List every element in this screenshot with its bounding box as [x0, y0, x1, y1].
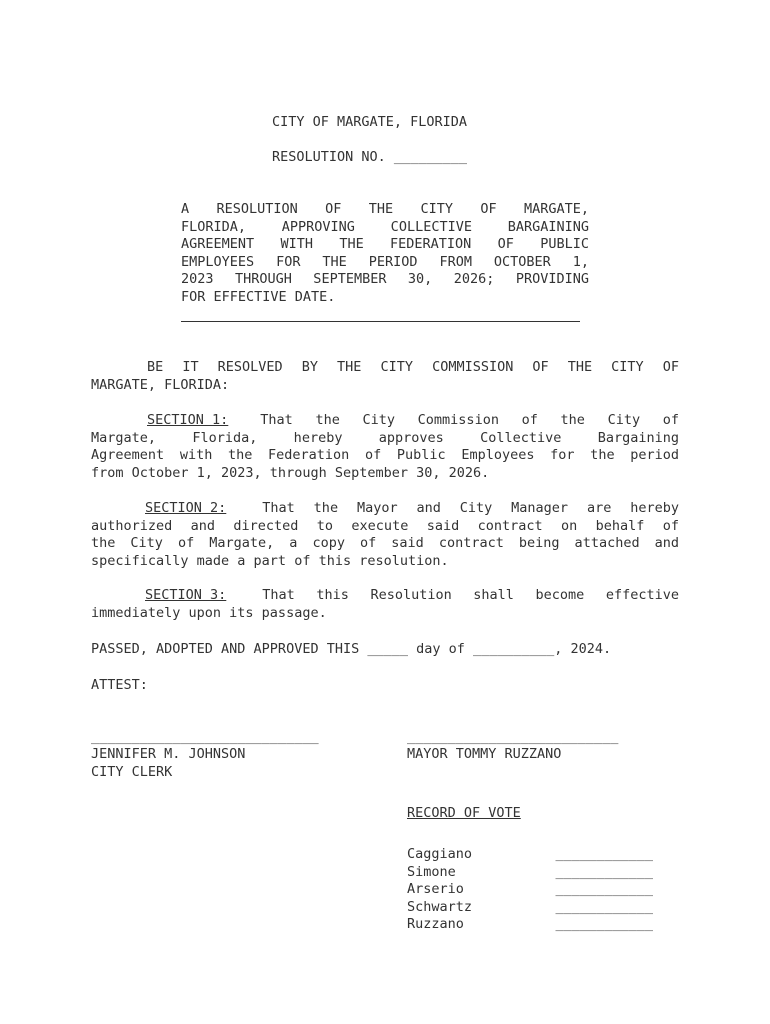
attest-label: ATTEST:: [91, 677, 148, 693]
section-3-text: immediately upon its passage.: [91, 604, 327, 621]
section-1-text: Margate, Florida, hereby approves Collective Bargaining: [91, 429, 679, 446]
vote-row: [407, 899, 653, 917]
resolution-number: RESOLUTION NO. _________: [272, 149, 468, 165]
preamble: [147, 359, 679, 377]
mayor-name: MAYOR TOMMY RUZZANO: [407, 746, 562, 762]
clerk-name: JENNIFER M. JOHNSON: [91, 746, 246, 762]
mayor-signature-line: __________________________: [407, 729, 619, 745]
vote-blank: ____________: [555, 916, 653, 932]
passed-statement: PASSED, ADOPTED AND APPROVED THIS _____ day of __________, 2024.: [91, 641, 612, 657]
section-2: [91, 500, 679, 570]
section-1-text: from October 1, 2023, through September 30, 2026.: [91, 464, 490, 481]
section-3-text: That this Resolution shall become effective: [262, 587, 679, 603]
member-name: Arserio: [407, 881, 464, 897]
clerk-signature-line: ____________________________: [91, 729, 319, 745]
section-2-text: the City of Margate, a copy of said contract being attached and: [91, 535, 679, 551]
city-heading: CITY OF MARGATE, FLORIDA: [272, 114, 468, 130]
member-name: Caggiano: [407, 846, 473, 862]
section-2-text: specifically made a part of this resolution.: [91, 552, 449, 569]
vote-blank: ____________: [555, 863, 653, 880]
section-3-label: SECTION 3:: [145, 587, 227, 603]
section-1: [91, 412, 679, 482]
vote-blank: ____________: [555, 846, 653, 862]
vote-blank: ____________: [555, 898, 653, 915]
section-1-text: Agreement with the Federation of Public Employees for the period: [91, 447, 679, 463]
title-line: EMPLOYEES FOR THE PERIOD FROM OCTOBER 1,: [181, 253, 589, 270]
vote-row: [407, 916, 653, 934]
clerk-title: CITY CLERK: [91, 764, 173, 780]
title-line: 2023 THROUGH SEPTEMBER 30, 2026; PROVIDING: [181, 271, 589, 287]
title-line: A RESOLUTION OF THE CITY OF MARGATE,: [181, 201, 589, 217]
member-name: Ruzzano: [407, 916, 464, 932]
title-line: FLORIDA, APPROVING COLLECTIVE BARGAINING: [181, 218, 589, 235]
title-line: AGREEMENT WITH THE FEDERATION OF PUBLIC: [181, 236, 589, 252]
title-line: FOR EFFECTIVE DATE.: [181, 288, 336, 305]
member-name: Schwartz: [407, 898, 473, 915]
section-2-text: That the Mayor and City Manager are hereby: [262, 500, 679, 516]
section-1-text: That the City Commission of the City of: [260, 412, 679, 428]
section-1-label: SECTION 1:: [147, 412, 229, 428]
member-name: Simone: [407, 863, 456, 880]
preamble-line: BE IT RESOLVED BY THE CITY COMMISSION OF THE CITY OF: [147, 359, 679, 375]
section-3: [91, 587, 679, 622]
vote-row: [407, 846, 653, 864]
preamble-line: MARGATE, FLORIDA:: [91, 377, 230, 393]
vote-blank: ____________: [555, 881, 653, 897]
vote-table: [407, 846, 653, 934]
vote-row: [407, 864, 653, 882]
resolution-title: [181, 201, 589, 306]
vote-row: [407, 881, 653, 899]
title-divider: [181, 321, 580, 322]
section-2-label: SECTION 2:: [145, 500, 227, 516]
section-2-text: authorized and directed to execute said contract on behalf of: [91, 517, 679, 534]
record-of-vote-heading: RECORD OF VOTE: [407, 805, 521, 821]
